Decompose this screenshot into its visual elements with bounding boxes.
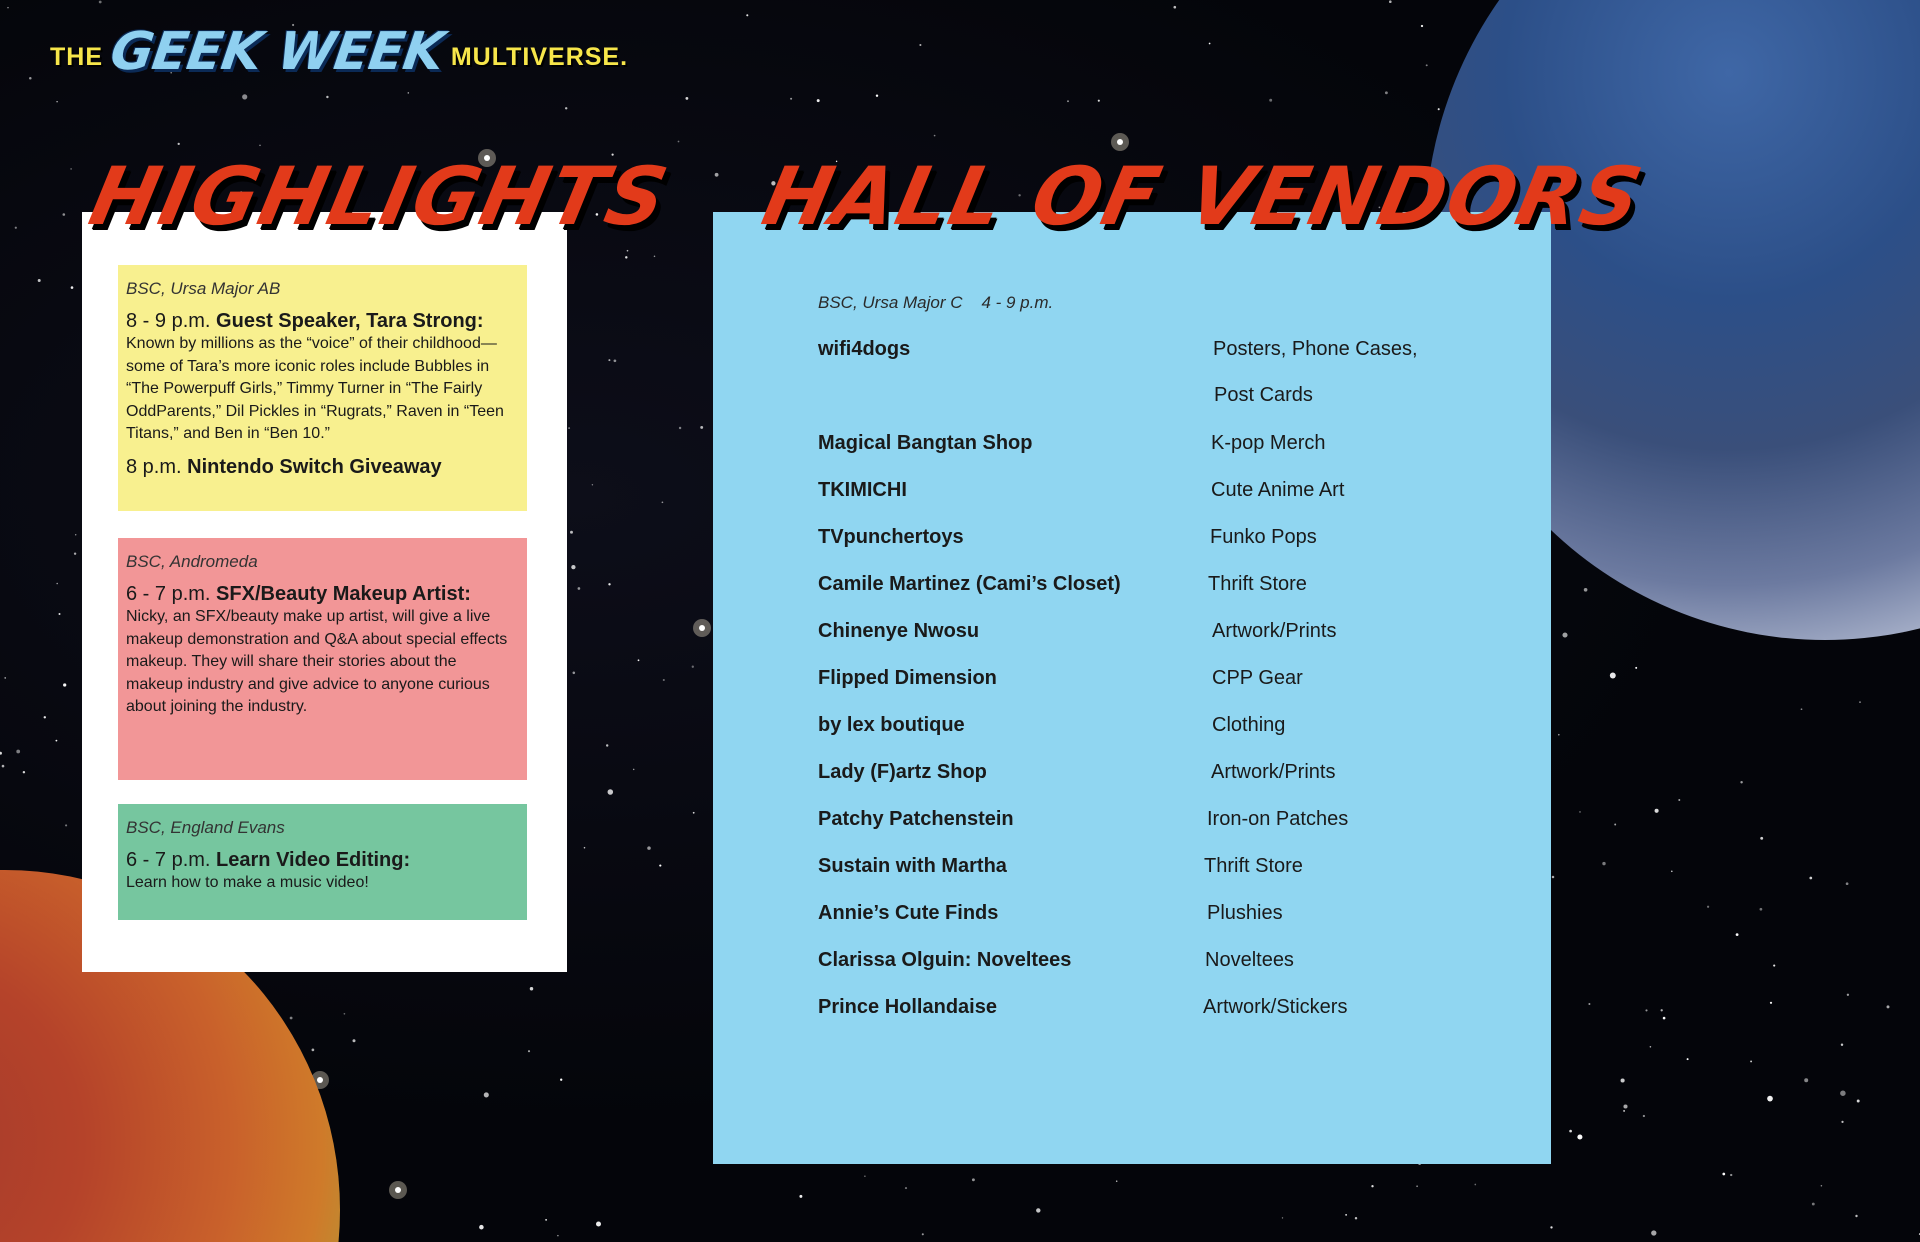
star — [7, 7, 9, 9]
star — [1614, 824, 1616, 826]
star — [29, 77, 32, 80]
vendor-category-line2: Post Cards — [1214, 384, 1313, 406]
star — [1421, 25, 1423, 27]
star — [484, 1092, 489, 1097]
vendor-name: Camile Martinez (Cami’s Closet) — [818, 573, 1121, 595]
star — [63, 213, 66, 216]
star — [1773, 965, 1775, 967]
star — [1840, 1090, 1846, 1096]
star — [1651, 1230, 1656, 1235]
star — [1645, 1009, 1647, 1011]
vendor-category: Funko Pops — [1210, 526, 1317, 548]
star — [1767, 1096, 1773, 1102]
star — [1635, 667, 1637, 669]
vendor-name: Patchy Patchenstein — [818, 808, 1014, 830]
star — [817, 99, 820, 102]
brand-multiverse: MULTIVERSE. — [450, 43, 629, 71]
star — [1282, 1217, 1283, 1218]
star — [312, 1049, 315, 1052]
star — [1722, 1173, 1725, 1176]
star — [545, 1219, 547, 1221]
star — [654, 256, 656, 258]
star — [715, 173, 719, 177]
star — [1577, 1134, 1582, 1139]
bright-star — [395, 1187, 401, 1193]
vendor-name: Annie’s Cute Finds — [818, 902, 999, 924]
star — [659, 865, 661, 867]
star — [38, 279, 41, 282]
star — [23, 771, 25, 773]
vendor-category: Noveltees — [1205, 949, 1294, 971]
star — [578, 587, 581, 590]
star — [1355, 1217, 1357, 1219]
event-location: BSC, Ursa Major AB — [126, 279, 281, 298]
star — [1650, 1046, 1652, 1048]
star — [259, 145, 260, 146]
star — [1371, 1185, 1373, 1187]
vendor-category: Plushies — [1207, 902, 1283, 924]
vendor-category: Thrift Store — [1208, 573, 1307, 595]
star — [1821, 1185, 1823, 1187]
star — [479, 1225, 484, 1230]
vendor-name: Clarissa Olguin: Noveltees — [818, 949, 1072, 971]
bright-star — [1117, 139, 1123, 145]
star — [290, 1017, 293, 1020]
star — [4, 677, 6, 679]
star — [693, 812, 695, 814]
star — [647, 846, 651, 850]
star — [1623, 1110, 1625, 1112]
star — [633, 769, 635, 771]
star — [560, 1079, 562, 1081]
vendor-category: Artwork/Prints — [1211, 761, 1336, 783]
star — [56, 583, 58, 585]
star — [876, 94, 878, 96]
star — [679, 427, 681, 429]
event-time: 6 - 7 p.m. — [126, 849, 211, 871]
star — [1345, 1214, 1347, 1216]
star — [1173, 6, 1176, 9]
star — [56, 740, 58, 742]
star — [1588, 1003, 1590, 1005]
star — [700, 426, 703, 429]
star — [568, 427, 570, 429]
star — [1740, 781, 1742, 783]
star — [1623, 1104, 1627, 1108]
star — [685, 97, 688, 100]
star — [1671, 871, 1673, 873]
star — [1736, 933, 1739, 936]
star — [1385, 91, 1388, 94]
event-title: SFX/Beauty Makeup Artist: — [216, 583, 471, 605]
star — [922, 1233, 924, 1235]
star — [58, 613, 60, 615]
star — [905, 1187, 907, 1189]
star — [16, 750, 20, 754]
star — [1707, 906, 1709, 908]
star — [596, 1222, 601, 1227]
star — [864, 1175, 865, 1176]
vendors-location — [818, 293, 1053, 313]
event-location: BSC, England Evans — [126, 818, 285, 837]
event-heading — [126, 582, 517, 606]
vendor-category: Iron-on Patches — [1207, 808, 1349, 830]
star — [790, 98, 792, 100]
brand-title — [50, 22, 628, 82]
star — [1562, 632, 1567, 637]
vendor-name: Chinenye Nwosu — [818, 620, 980, 642]
event-description: Learn how to make a music video! — [126, 874, 369, 891]
star — [663, 679, 665, 681]
vendor-name: TVpunchertoys — [818, 526, 964, 548]
star — [242, 94, 247, 99]
star — [326, 96, 328, 98]
star — [70, 168, 72, 170]
star — [71, 286, 74, 289]
highlights-heading: HIGHLIGHTS — [82, 150, 677, 243]
vendor-category: Artwork/Prints — [1212, 620, 1337, 642]
star — [1416, 1185, 1418, 1187]
star — [1809, 877, 1812, 880]
star — [65, 824, 67, 826]
bright-star — [699, 625, 705, 631]
star — [1389, 0, 1392, 3]
star — [608, 789, 614, 795]
vendors-time: 4 - 9 p.m. — [981, 293, 1054, 312]
star — [1550, 1226, 1552, 1228]
star — [1116, 1180, 1117, 1181]
vendor-name: wifi4dogs — [818, 338, 911, 360]
star — [1678, 799, 1680, 801]
vendor-name: TKIMICHI — [818, 479, 907, 501]
star — [1841, 1043, 1843, 1045]
star — [608, 583, 610, 585]
star — [625, 256, 627, 258]
star — [1426, 64, 1428, 66]
star — [1602, 862, 1605, 865]
brand-geek-week: GEEK WEEK — [106, 22, 448, 82]
star — [1661, 1009, 1663, 1011]
star — [565, 107, 567, 109]
star — [1552, 876, 1555, 879]
event-card-tara-strong — [118, 265, 527, 511]
event-card-video-editing — [118, 804, 527, 920]
vendor-name: Lady (F)artz Shop — [818, 761, 987, 783]
event-description: Nicky, an SFX/beauty make up artist, will give a live makeup demonstration and Q&A about special effects makeup. They will share their stories about the makeup industry and give advice to anyone curious about joining the industry. — [126, 608, 508, 715]
star — [1760, 837, 1763, 840]
star — [592, 484, 593, 485]
star — [1887, 1005, 1890, 1008]
event-heading — [126, 848, 517, 872]
vendor-name: Magical Bangtan Shop — [818, 432, 1033, 454]
star — [638, 659, 640, 661]
star — [56, 101, 57, 102]
star — [1655, 809, 1659, 813]
star — [74, 553, 76, 555]
star — [1558, 734, 1560, 736]
star — [1857, 1100, 1860, 1103]
star — [573, 672, 576, 675]
star — [608, 359, 610, 361]
vendor-name: by lex boutique — [818, 714, 965, 736]
star — [584, 847, 586, 849]
star — [1438, 108, 1440, 110]
star — [1687, 1058, 1689, 1060]
star — [1804, 1078, 1808, 1082]
star — [972, 1178, 975, 1181]
star — [614, 359, 617, 362]
star — [746, 14, 748, 16]
vendor-name: Prince Hollandaise — [818, 996, 997, 1018]
star — [1643, 1115, 1645, 1117]
star — [1770, 1002, 1772, 1004]
star — [799, 1195, 802, 1198]
vendor-category: CPP Gear — [1212, 667, 1303, 689]
star — [344, 1013, 346, 1015]
star — [1098, 100, 1100, 102]
star — [662, 501, 664, 503]
event-title: Guest Speaker, Tara Strong: — [216, 310, 484, 332]
star — [1750, 1060, 1752, 1062]
star — [63, 683, 66, 686]
star — [1569, 1130, 1572, 1133]
vendor-name: Sustain with Martha — [818, 855, 1007, 877]
star — [1663, 1017, 1666, 1020]
star — [627, 250, 629, 252]
star — [1812, 1203, 1815, 1206]
star — [0, 752, 2, 755]
star — [678, 141, 680, 143]
star — [1621, 1078, 1625, 1082]
star — [1760, 908, 1763, 911]
vendor-category: Thrift Store — [1204, 855, 1303, 877]
star — [1610, 673, 1616, 679]
star — [1269, 99, 1272, 102]
star — [178, 143, 180, 145]
event-heading — [126, 309, 517, 333]
star — [15, 227, 17, 229]
star — [1579, 811, 1581, 813]
star — [1730, 1174, 1732, 1176]
star — [44, 716, 46, 718]
star — [1036, 1208, 1040, 1212]
event-extra-title: Nintendo Switch Giveaway — [187, 455, 442, 478]
star — [919, 44, 921, 46]
star — [1209, 43, 1211, 45]
vendors-location-name: BSC, Ursa Major C — [818, 293, 963, 312]
star — [1846, 882, 1849, 885]
star — [1584, 588, 1588, 592]
star — [571, 565, 575, 569]
star — [1801, 708, 1803, 710]
star — [1474, 1184, 1476, 1186]
star — [570, 531, 573, 534]
vendor-category: Posters, Phone Cases, — [1213, 338, 1418, 360]
star — [1855, 1215, 1857, 1217]
star — [353, 1039, 356, 1042]
brand-the: THE — [50, 43, 103, 71]
star — [528, 1050, 530, 1052]
vendor-name: Flipped Dimension — [818, 667, 997, 689]
event-extra-time: 8 p.m. — [126, 455, 182, 478]
bright-star — [317, 1077, 323, 1083]
star — [1859, 701, 1861, 703]
vendor-category: Cute Anime Art — [1211, 479, 1345, 501]
star — [606, 744, 608, 746]
event-time: 8 - 9 p.m. — [126, 310, 211, 332]
event-time: 6 - 7 p.m. — [126, 583, 211, 605]
star — [408, 92, 410, 94]
star — [99, 1, 102, 4]
star — [1067, 100, 1069, 102]
event-extra — [126, 456, 517, 479]
vendors-heading: HALL OF VENDORS — [755, 150, 1652, 243]
event-location: BSC, Andromeda — [126, 552, 258, 571]
vendor-category: Clothing — [1212, 714, 1286, 736]
star — [75, 534, 76, 535]
star — [1847, 994, 1849, 996]
vendor-category: K-pop Merch — [1211, 432, 1326, 454]
event-title: Learn Video Editing: — [216, 849, 411, 871]
vendor-category: Artwork/Stickers — [1203, 996, 1348, 1018]
event-card-makeup-artist — [118, 538, 527, 780]
star — [2, 765, 5, 768]
star — [1841, 1121, 1843, 1123]
star — [934, 135, 936, 137]
star — [557, 1235, 559, 1237]
star — [530, 987, 533, 990]
event-description: Known by millions as the “voice” of their childhood—some of Tara’s more iconic roles include Bubbles in “The Powerpuff Girls,” Timmy Turner in “The Fairly OddParents,” Dil Pickles in “Rugrats,” Raven in “Teen Titans,” and Ben in “Ben 10.” — [126, 335, 504, 442]
star — [692, 666, 694, 668]
